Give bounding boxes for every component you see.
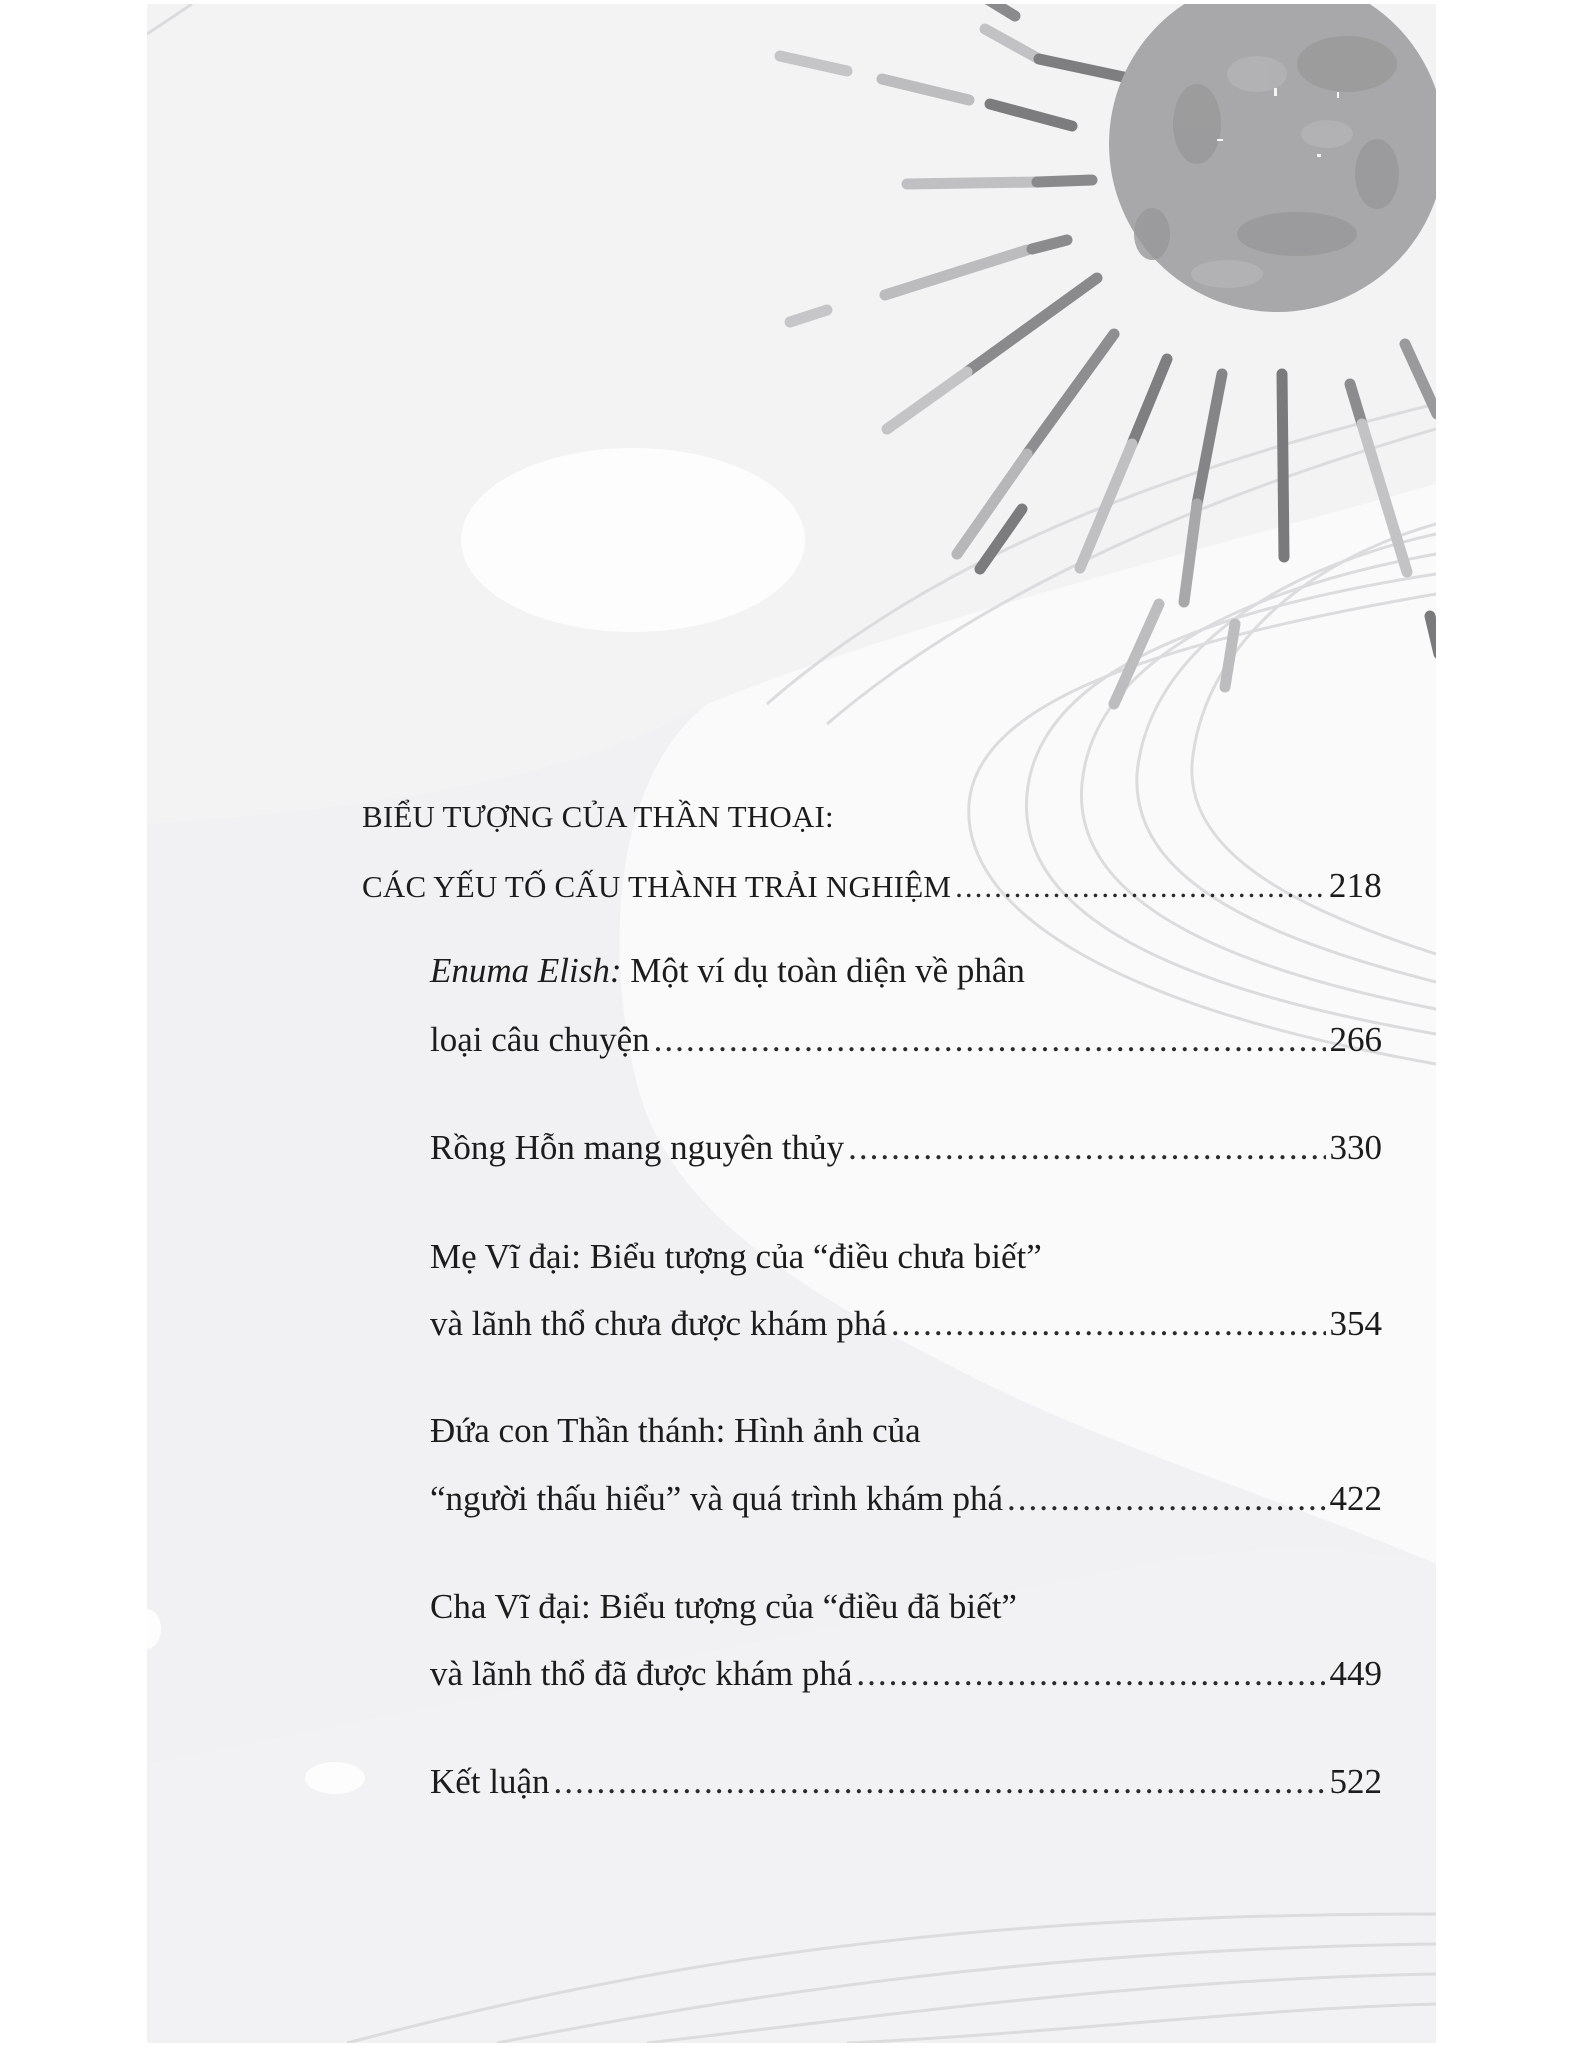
toc-entry-great-mother-line1[interactable] xyxy=(430,1237,1042,1277)
entry-title: Cha Vĩ đại: Biểu tượng của “điều đã biết” xyxy=(430,1587,1017,1626)
page-number: 422 xyxy=(1329,1479,1382,1518)
page-number: 449 xyxy=(1329,1654,1382,1693)
dot-leader xyxy=(1007,1479,1325,1519)
toc-chapter-title-line1[interactable] xyxy=(362,799,834,835)
toc-entry-enuma-elish[interactable] xyxy=(430,1020,1382,1060)
page-number: 354 xyxy=(1329,1304,1382,1343)
toc-chapter-entry[interactable] xyxy=(362,866,1382,906)
entry-title-cont: loại câu chuyện xyxy=(430,1020,650,1059)
chapter-title-cont: CÁC YẾU TỐ CẤU THÀNH TRẢI NGHIỆM xyxy=(362,869,952,904)
dot-leader xyxy=(955,869,1325,905)
page-number: 330 xyxy=(1329,1128,1382,1167)
dot-leader xyxy=(848,1128,1325,1168)
entry-title: Rồng Hỗn mang nguyên thủy xyxy=(430,1128,845,1167)
entry-title: Đứa con Thần thánh: Hình ảnh của xyxy=(430,1411,921,1450)
dot-leader xyxy=(856,1654,1325,1694)
toc-entry-great-mother[interactable] xyxy=(430,1304,1382,1344)
entry-title-cont: và lãnh thổ chưa được khám phá xyxy=(430,1304,887,1343)
entry-title-cont: “người thấu hiểu” và quá trình khám phá xyxy=(430,1479,1004,1518)
entry-title: Mẹ Vĩ đại: Biểu tượng của “điều chưa biết” xyxy=(430,1237,1042,1276)
book-page xyxy=(147,4,1436,2043)
entry-title-cont: và lãnh thổ đã được khám phá xyxy=(430,1654,853,1693)
toc-entry-divine-child-line1[interactable] xyxy=(430,1411,921,1451)
chapter-title: BIỂU TƯỢNG CỦA THẦN THOẠI: xyxy=(362,799,834,834)
dot-leader xyxy=(654,1020,1326,1060)
toc-entry-great-father-line1[interactable] xyxy=(430,1587,1017,1627)
entry-title: Kết luận xyxy=(430,1762,550,1801)
toc-entry-chaos-dragon[interactable] xyxy=(430,1128,1382,1168)
page-number: 218 xyxy=(1328,866,1382,905)
toc-entry-great-father[interactable] xyxy=(430,1654,1382,1694)
toc-entry-conclusion[interactable] xyxy=(430,1762,1382,1802)
page-number: 266 xyxy=(1329,1020,1382,1059)
table-of-contents xyxy=(147,4,1436,2043)
dot-leader xyxy=(554,1762,1326,1802)
toc-entry-divine-child[interactable] xyxy=(430,1479,1382,1519)
italic-title: Enuma Elish: xyxy=(430,951,622,990)
dot-leader xyxy=(891,1304,1326,1344)
entry-title: Một ví dụ toàn diện về phân xyxy=(621,951,1025,990)
toc-entry-enuma-elish-line1[interactable] xyxy=(430,951,1025,991)
page-number: 522 xyxy=(1329,1762,1382,1801)
